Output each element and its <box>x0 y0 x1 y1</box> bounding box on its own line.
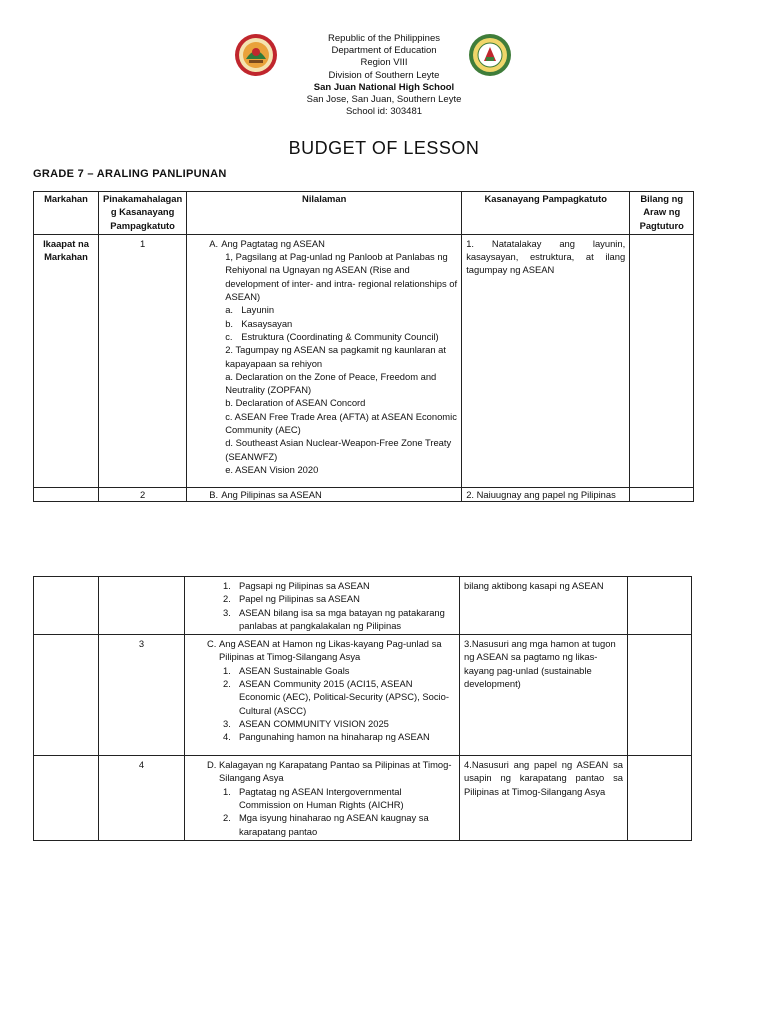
nilalaman-cell <box>185 635 460 756</box>
list-item: 3. ASEAN COMMUNITY VISION 2025 <box>223 717 389 729</box>
nilalaman-cell <box>187 487 462 501</box>
list-item: 1. ASEAN Sustainable Goals <box>223 664 350 676</box>
col-header-nilalaman: Nilalaman <box>187 192 462 235</box>
budget-table-page-2 <box>33 576 692 841</box>
bilang-cell <box>628 756 692 841</box>
bilang-cell <box>630 234 694 487</box>
competency-number: 3 <box>99 635 185 756</box>
competency-number <box>99 577 185 635</box>
list-item: 4. Pangunahing hamon na hinaharap ng ASEAN <box>223 731 430 743</box>
kasanayan-cell: 4.Nasusuri ang papel ng ASEAN sa usapin ng karapatang pantao sa Pilipinas at Timog-Silangang Asya <box>460 756 628 841</box>
list-item: a. Layunin <box>225 304 275 316</box>
table-row <box>34 487 694 501</box>
header-school-id: School id: 303481 <box>345 106 423 118</box>
table-header-row <box>34 192 694 235</box>
header-address: San Jose, San Juan, Southern Leyte <box>306 94 462 106</box>
col-header-bilang: Bilang ng Araw ng Pagtuturo <box>630 192 694 235</box>
header-republic: Republic of the Philippines <box>328 33 440 44</box>
kasanayan-cell: 3.Nasusuri ang mga hamon at tugon ng ASEAN sa pagtamo ng likas-kayang pag-unlad (sustainable development) <box>460 635 628 756</box>
markahan-cell <box>34 487 99 501</box>
col-header-pinakamahalagan: Pinakamahalagan g Kasanayang Pampagkatuto <box>99 192 187 235</box>
markahan-cell <box>34 756 99 841</box>
header-department: Department of Education <box>331 45 437 57</box>
header-division: Division of Southern Leyte <box>328 69 440 81</box>
list-item: c. ASEAN Free Trade Area (AFTA) at ASEAN Economic Community (AEC) <box>225 410 457 436</box>
table-row <box>34 635 692 756</box>
school-seal-icon <box>468 33 512 77</box>
kasanayan-cell: 2. Naiuugnay ang papel ng Pilipinas <box>462 487 630 501</box>
list-item: 2. Mga isyung hinaharao ng ASEAN kaugnay sa karapatang pantao <box>223 812 429 837</box>
nilalaman-cell <box>185 756 460 841</box>
list-item: 1. Pagsapi ng Pilipinas sa ASEAN <box>223 580 370 591</box>
header-region: Region VIII <box>360 57 408 69</box>
list-item: 2. ASEAN Community 2015 (ACI15, ASEAN Economic (AEC), Political-Security (APSC), Socio-Cultural (ASCC) <box>223 678 449 716</box>
budget-table-page-1 <box>33 191 694 502</box>
kasanayan-cell: 1. Natatalakay ang layunin, kasaysayan, estruktura, at ilang tagumpay ng ASEAN <box>462 234 630 487</box>
competency-number: 4 <box>99 756 185 841</box>
topic-heading: D. Kalagayan ng Karapatang Pantao sa Pilipinas at Timog-Silangang Asya <box>207 759 452 784</box>
markahan-cell: Ikaapat na Markahan <box>34 234 99 487</box>
topic-intro: 1, Pagsilang at Pag-unlad ng Panloob at Panlabas ng Rehiyonal na Ugnayan ng ASEAN (Rise and development of inter- and intra- regional relationships of ASEAN) <box>225 251 458 303</box>
header-school: San Juan National High School <box>313 81 455 93</box>
list-item: c. Estruktura (Coordinating & Community Council) <box>225 330 439 342</box>
markahan-cell <box>34 635 99 756</box>
bilang-cell <box>628 635 692 756</box>
list-item: b. Kasaysayan <box>225 317 293 329</box>
list-item: 3. ASEAN bilang isa sa mga batayan ng patakarang panlabas at pangkalakalan ng Pilipinas <box>223 606 445 631</box>
table-row <box>34 756 692 841</box>
col-header-markahan: Markahan <box>34 192 99 235</box>
list-item: d. Southeast Asian Nuclear-Weapon-Free Zone Treaty (SEANWFZ) <box>225 437 452 462</box>
list-item: e. ASEAN Vision 2020 <box>225 463 319 475</box>
list-item: 2. Papel ng Pilipinas sa ASEAN <box>223 593 360 605</box>
topic-heading: C. Ang ASEAN at Hamon ng Likas-kayang Pag-unlad sa Pilipinas at Timog-Silangang Asya <box>207 638 442 663</box>
competency-number: 1 <box>99 234 187 487</box>
list-item: a. Declaration on the Zone of Peace, Freedom and Neutrality (ZOPFAN) <box>225 370 437 396</box>
bilang-cell <box>628 577 692 635</box>
topic-heading: A. Ang Pagtatag ng ASEAN <box>209 237 325 249</box>
competency-number: 2 <box>99 487 187 501</box>
list-item: b. Declaration of ASEAN Concord <box>225 397 366 409</box>
table-row <box>34 577 692 635</box>
bilang-cell <box>630 487 694 501</box>
document-title: BUDGET OF LESSON <box>288 138 480 158</box>
nilalaman-cell <box>187 234 462 487</box>
grade-subject-heading: GRADE 7 – ARALING PANLIPUNAN <box>33 168 227 180</box>
nilalaman-cell <box>185 577 460 635</box>
table-row <box>34 234 694 487</box>
kasanayan-cell: bilang aktibong kasapi ng ASEAN <box>460 577 628 635</box>
list-item: 1. Pagtatag ng ASEAN Intergovernmental Commission on Human Rights (AICHR) <box>223 785 404 811</box>
topic-heading: B. Ang Pilipinas sa ASEAN <box>209 488 322 500</box>
col-header-kasanayan: Kasanayang Pampagkatuto <box>462 192 630 235</box>
list-item: 2. Tagumpay ng ASEAN sa pagkamit ng kaunlaran at kapayapaan sa rehiyon <box>225 344 446 369</box>
markahan-cell <box>34 577 99 635</box>
